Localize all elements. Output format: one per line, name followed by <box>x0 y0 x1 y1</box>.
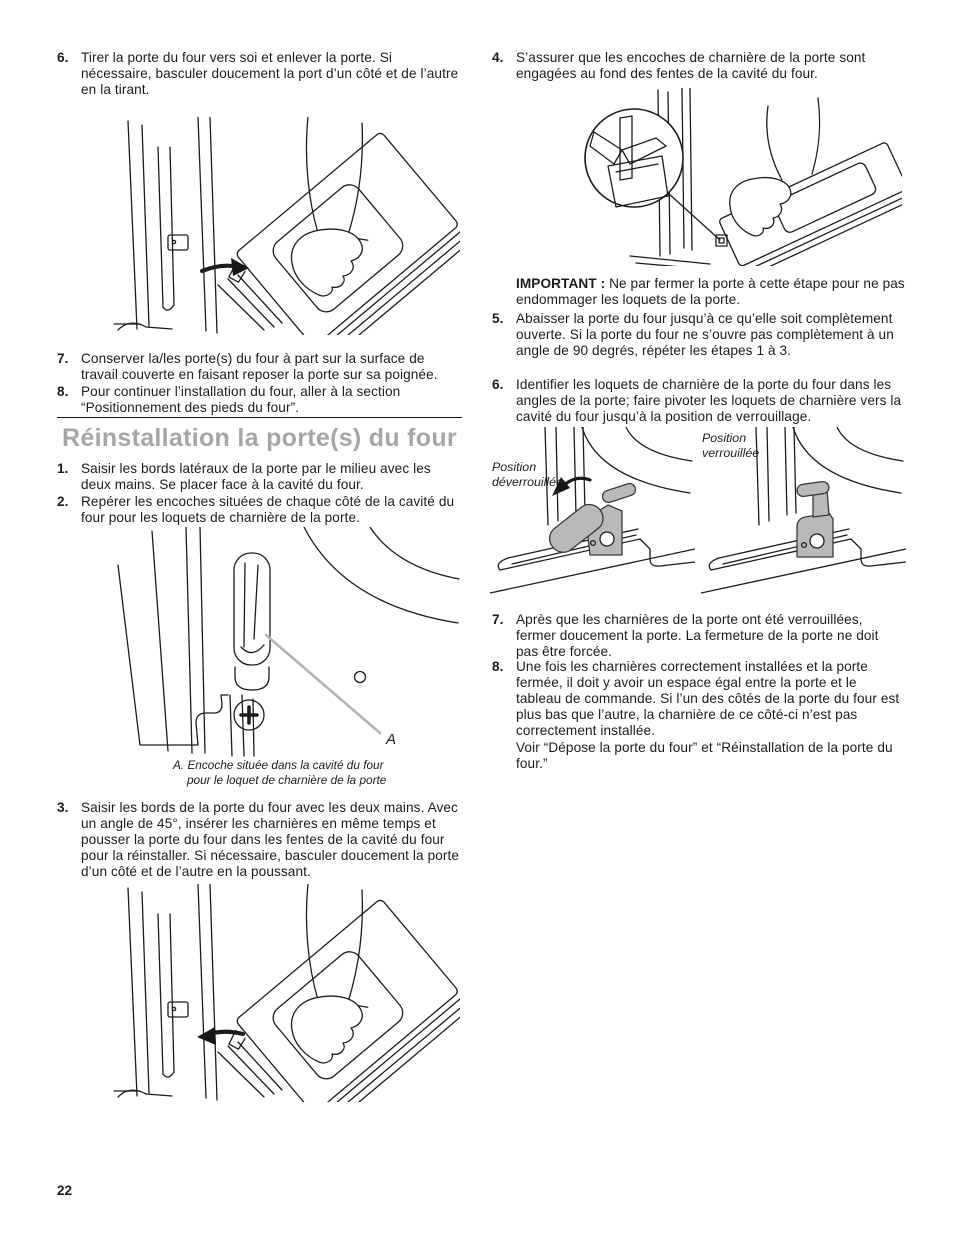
figure-caption <box>173 758 386 787</box>
step-close-7 <box>492 612 904 660</box>
step-number: 3. <box>57 800 69 815</box>
step-remove-7 <box>57 351 462 383</box>
step-engage-4 <box>492 50 904 82</box>
section-divider <box>57 417 462 418</box>
step-number: 6. <box>57 50 69 65</box>
step-number: 8. <box>492 659 504 674</box>
step-text: Après que les charnières de la porte ont été verrouillées, fermer doucement la porte. La fermeture de la porte ne doit pas être forcée. <box>516 612 879 659</box>
page-number: 22 <box>57 1183 73 1198</box>
step-number: 5. <box>492 311 504 326</box>
figure-caption-line1: A. Encoche située dans la cavité du four <box>173 758 384 772</box>
step-text: Abaisser la porte du four jusqu’à ce qu’elle soit complètement ouverte. Si la porte du four ne s’ouvre pas complètement à un angle de 90 degrés, répéter les étapes 1 à 3. <box>516 311 894 358</box>
step-lower-5 <box>492 311 904 359</box>
step-remove-6 <box>57 50 462 98</box>
step-reinstall-3 <box>57 800 467 880</box>
step-number: 8. <box>57 384 69 399</box>
important-note <box>516 276 908 308</box>
step-text: Identifier les loquets de charnière de la porte du four dans les angles de la porte; faire pivoter les loquets de charnière vers la cavité du four jusqu’à la position de verrouillage. <box>516 377 902 424</box>
step-text: Tirer la porte du four vers soi et enlever la porte. Si nécessaire, basculer doucement la port d’un côté et de l’autre en la tirant. <box>81 50 459 97</box>
step-text: Saisir les bords de la porte du four avec les deux mains. Avec un angle de 45°, insérer les charnières en même temps et pousser la porte du four dans les fentes de la cavité du four pour la réinstaller. Si nécessaire, basculer doucement la porte d’un côté et de l’autre en la poussant. <box>81 800 460 879</box>
see-also-text: Voir “Dépose la porte du four” et “Réinstallation de la porte du four.” <box>516 740 893 771</box>
step-text: Repérer les encoches situées de chaque côté de la cavité du four pour les loquets de charnière de la porte. <box>81 494 455 525</box>
figure-notch-closeup-illustration <box>108 527 460 757</box>
step-number: 7. <box>57 351 69 366</box>
figure-pull-door-illustration <box>112 117 460 335</box>
step-number: 6. <box>492 377 504 392</box>
figure-a-letter: A <box>386 731 397 748</box>
step-identify-6 <box>492 377 907 425</box>
figure-latch-unlocked-illustration <box>490 427 695 602</box>
step-text: S’assurer que les encoches de charnière de la porte sont engagées au fond des fentes de la cavité du four. <box>516 50 866 81</box>
step-number: 1. <box>57 461 69 476</box>
step-number: 7. <box>492 612 504 627</box>
step-remove-8 <box>57 384 462 416</box>
step-number: 2. <box>57 494 69 509</box>
step-reinstall-2 <box>57 494 462 526</box>
step-text: Saisir les bords latéraux de la porte par le milieu avec les deux mains. Se placer face à la cavité du four. <box>81 461 431 492</box>
step-text: Pour continuer l’installation du four, aller à la section “Positionnement des pieds du four”. <box>81 384 401 415</box>
figure-latch-positions <box>490 427 906 603</box>
step-text: Conserver la/les porte(s) du four à part sur la surface de travail couverte en faisant reposer la porte sur sa poignée. <box>81 351 438 382</box>
section-title: Réinstallation la porte(s) du four <box>62 424 457 452</box>
label-position-locked: Position verrouillée <box>702 431 760 460</box>
figure-hinge-engaged-illustration <box>570 88 902 266</box>
figure-push-door-illustration <box>112 884 460 1102</box>
step-reinstall-1 <box>57 461 462 493</box>
step-number: 4. <box>492 50 504 65</box>
figure-caption-line2: pour le loquet de charnière de la porte <box>187 772 387 787</box>
label-position-unlocked: Position déverrouillée <box>492 460 563 489</box>
step-text: Une fois les charnières correctement installées et la porte fermée, il doit y avoir un espace égal entre la porte et le tableau de commande. Si l’un des côtés de la porte du four est plus bas que l’autre, la charnière de ce côté-ci n’est pas correctement installée. <box>516 659 900 738</box>
important-label: IMPORTANT : <box>516 276 606 291</box>
important-text: Ne par fermer la porte à cette étape pour ne pas endommager les loquets de la porte. <box>516 276 905 307</box>
step-check-8 <box>492 659 904 739</box>
